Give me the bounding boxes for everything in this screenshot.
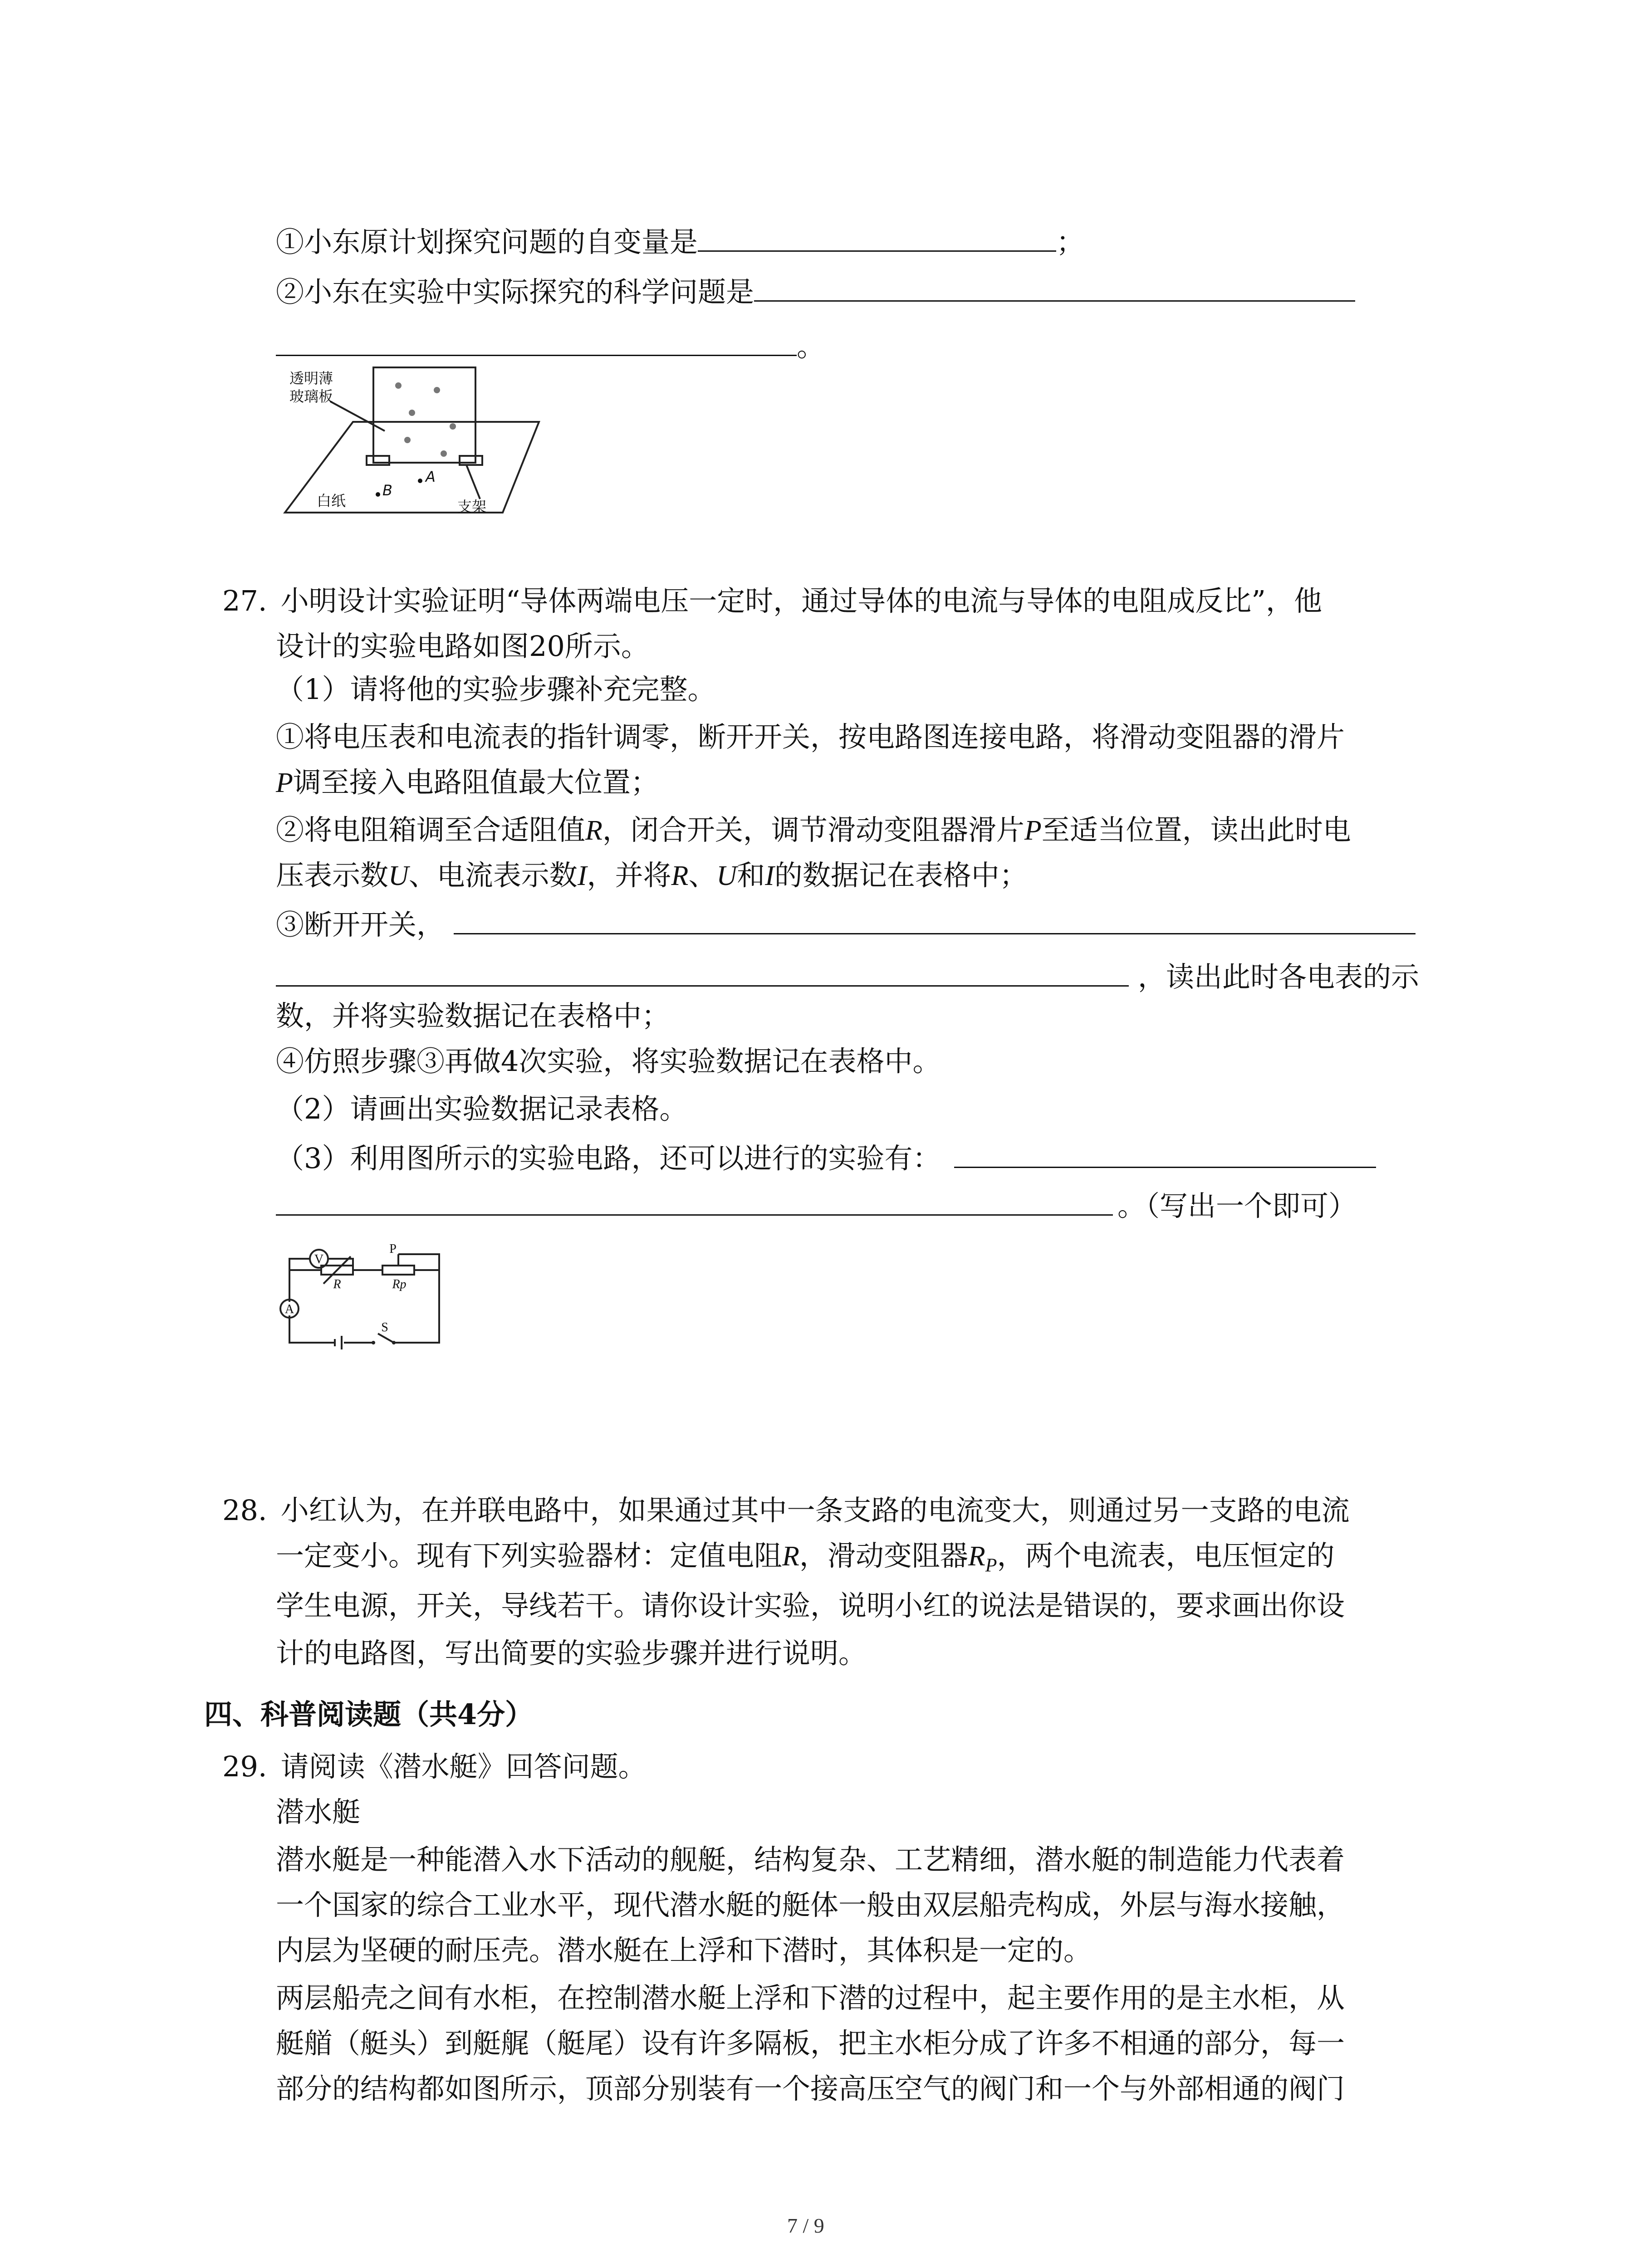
switch-label: S [381,1320,388,1334]
glass-label-1: 透明薄 [289,370,333,387]
wire [289,1259,310,1302]
q27-step1b-text: 调至接入电路阻值最大位置； [293,766,659,799]
voltmeter-label: V [314,1252,324,1266]
t: ，两个电流表，电压恒定的 [997,1539,1335,1572]
t: ，并将 [587,859,671,892]
q27-part2: （2）请画出实验数据记录表格。 [276,1092,688,1125]
q27-step4: ④仿照步骤③再做4次实验，将实验数据记在表格中。 [276,1045,941,1078]
var-p: P [1024,815,1042,846]
article-title: 潜水艇 [276,1795,361,1828]
answer-blank[interactable] [454,905,1416,934]
q28-line1 [222,1492,1350,1529]
var-i: I [765,860,774,891]
q26-item1-end: ； [1056,225,1085,259]
q29-line1 [222,1749,647,1785]
glass-pointer-line [330,401,385,431]
var-p: P [276,767,293,798]
ammeter-label: A [284,1302,294,1316]
rheostat-box [382,1266,414,1275]
q27-step2a [276,812,1351,849]
answer-blank[interactable] [276,327,797,356]
q26-item1 [276,222,1084,260]
q27-step1a: ①将电压表和电流表的指针调零，断开开关，按电路图连接电路，将滑动变阻器的滑片 [276,720,1345,753]
point-b-label: B [382,482,392,499]
var-r: R [585,815,603,846]
q27-step2b [276,857,1028,894]
rheostat-label: Rp [392,1277,407,1291]
var-r: R [671,860,689,891]
section-title: 四、科普阅读题（共4分） [204,1698,534,1731]
article-p2c: 部分的结构都如图所示，顶部分别装有一个接高压空气的阀门和一个与外部相通的阀门 [276,2072,1345,2105]
q27-step3a [276,905,1416,943]
q29-number: 29. [222,1750,267,1783]
article-p2b: 艇艏（艇头）到艇艉（艇尾）设有许多隔板，把主水柜分成了许多不相通的部分，每一 [276,2027,1345,2060]
answer-blank[interactable] [954,1139,1376,1168]
answer-blank[interactable] [754,272,1355,302]
stand-pointer-line [466,465,480,499]
article-p1a: 潜水艇是一种能潜入水下活动的舰艇，结构复杂、工艺精细，潜水艇的制造能力代表着 [276,1843,1345,1876]
resistor-label: R [333,1277,341,1291]
wire [289,1315,335,1343]
q27-part3-text: （3）利用图所示的实验电路，还可以进行的实验有： [276,1142,941,1175]
article-p1b: 一个国家的综合工业水平，现代潜水艇的艇体一般由双层船壳构成，外层与海水接触， [276,1888,1345,1921]
slider-label: P [389,1242,397,1256]
q27-step3b-end: ，读出此时各电表的示 [1138,960,1420,993]
switch-blade [378,1334,394,1343]
t: 和 [737,859,765,892]
glass-plate-shape [373,367,475,463]
q27-step3a-text: ③断开开关， [276,908,445,941]
t: ②将电阻箱调至合适阻值 [276,813,586,846]
article-p1c: 内层为坚硬的耐压壳。潜水艇在上浮和下潜时，其体积是一定的。 [276,1934,1092,1967]
t: 一定变小。现有下列实验器材：定值电阻 [276,1539,783,1572]
article-p2a: 两层船壳之间有水柜，在控制潜水艇上浮和下潜的过程中，起主要作用的是主水柜，从 [276,1981,1345,2014]
t: 压表示数 [276,859,389,892]
q29-l1: 请阅读《潜水艇》回答问题。 [280,1750,647,1783]
mirror-experiment-figure [276,363,566,526]
var-i: I [577,860,587,891]
q26-item1-text: ①小东原计划探究问题的自变量是 [276,225,698,259]
q26-item2-end: 。 [797,330,825,363]
circuit-diagram [276,1234,457,1352]
q28-l4: 计的电路图，写出简要的实验步骤并进行说明。 [276,1637,867,1670]
paper-label: 白纸 [317,492,346,509]
point-b-dot [376,492,380,497]
q27-step3c: 数，并将实验数据记在表格中； [276,999,670,1032]
q27-intro2: 设计的实验电路如图20所示。 [276,630,649,663]
q27-part3-end: 。（写出一个即可） [1117,1189,1357,1222]
t: ，闭合开关，调节滑动变阻器滑片 [602,813,1024,846]
q27-number: 27. [222,584,267,617]
t: 至适当位置，读出此时电 [1041,813,1351,846]
q26-item2-text: ②小东在实验中实际探究的科学问题是 [276,275,754,308]
t: 的数据记在表格中； [774,859,1028,892]
var-rp-sub: P [985,1555,997,1576]
glass-label-2: 玻璃板 [289,388,333,405]
t: ，滑动变阻器 [799,1539,968,1572]
page-number: 7 / 9 [787,2214,824,2237]
wire [328,1259,353,1270]
q26-item2 [276,272,1355,310]
t: 、电流表示数 [408,859,578,892]
var-u: U [388,860,409,891]
point-a-dot [418,479,422,483]
q26-item2-cont [276,327,825,365]
q28-line2 [276,1538,1334,1584]
answer-blank[interactable] [276,1186,1113,1216]
q27-intro1: 小明设计实验证明“导体两端电压一定时，通过导体的电流与导体的电阻成反比”，他 [280,584,1323,617]
q27-part3-cont [276,1186,1357,1224]
q27-step1b [276,764,659,801]
var-r: R [782,1541,799,1572]
point-a-label: A [426,468,436,485]
answer-blank[interactable] [276,957,1129,987]
wire [394,1254,439,1343]
q28-l1: 小红认为，在并联电路中，如果通过其中一条支路的电流变大，则通过另一支路的电流 [280,1494,1350,1527]
q28-l3: 学生电源，开关，导线若干。请你设计实验，说明小红的说法是错误的，要求画出你设 [276,1589,1345,1622]
q27-part1: （1）请将他的实验步骤补充完整。 [276,673,716,706]
q27-step3b [276,957,1419,995]
t: 、 [688,859,717,892]
stand-label: 支架 [457,498,487,515]
q28-number: 28. [222,1494,267,1527]
var-u: U [716,860,737,891]
var-rp: R [968,1541,985,1572]
answer-blank[interactable] [698,222,1056,252]
q27-part3 [276,1139,1376,1177]
q27-line1 [222,583,1322,619]
